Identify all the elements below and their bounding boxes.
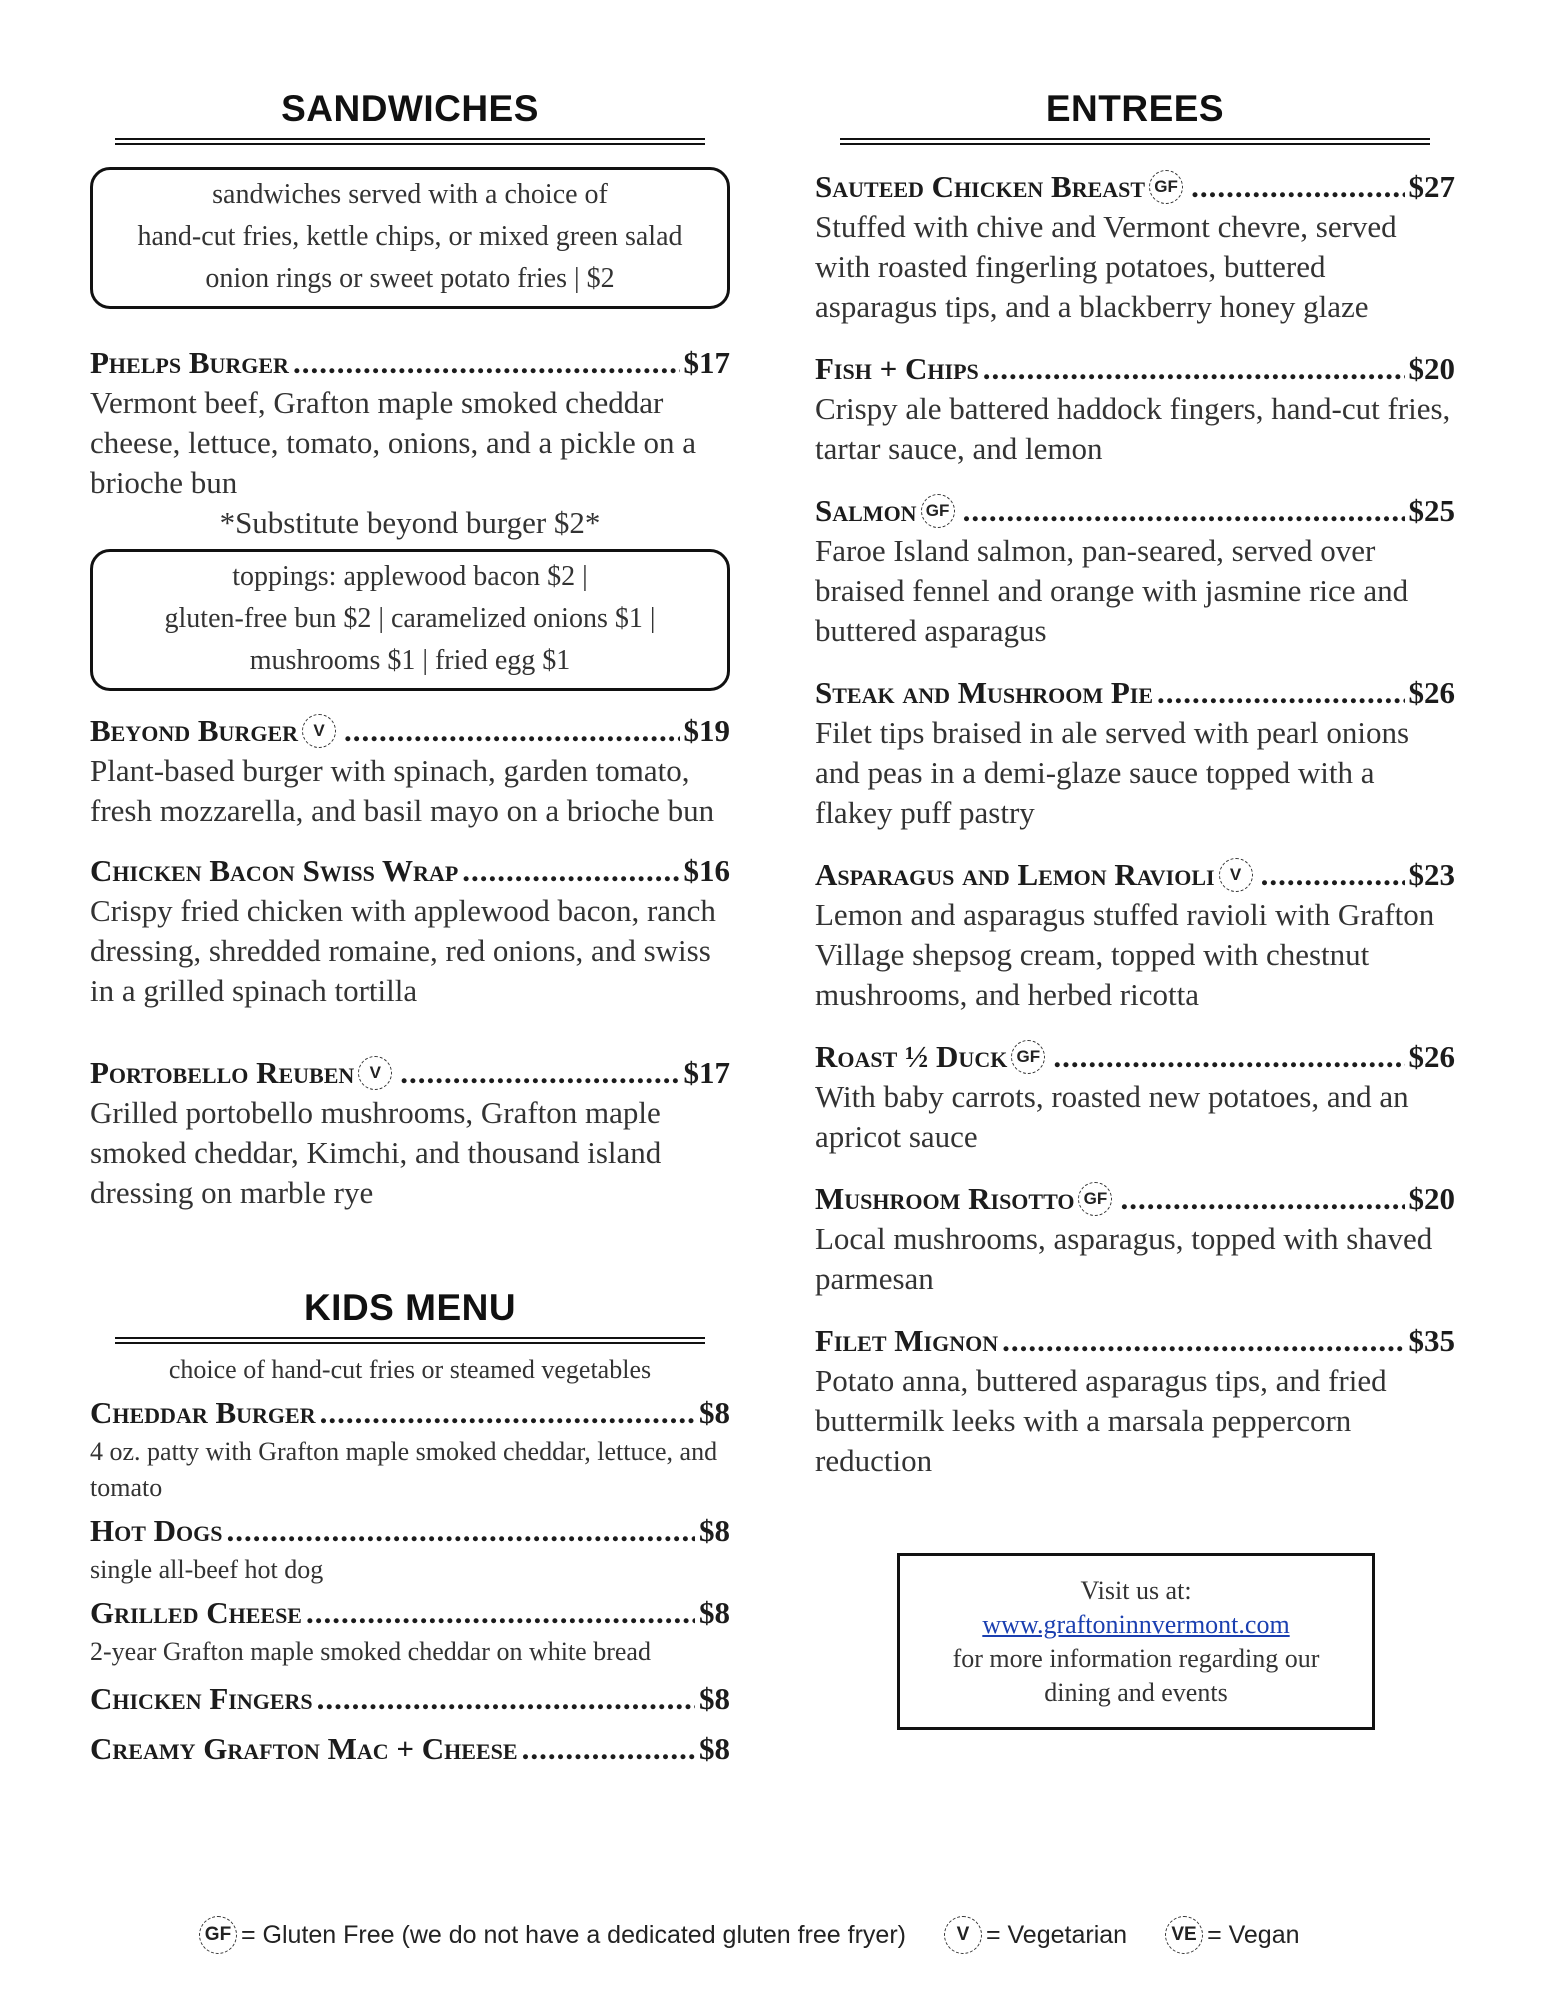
- item-price: $8: [699, 1681, 730, 1716]
- menu-item-sauteed-chicken-breast: [815, 167, 1455, 327]
- item-price: $25: [1408, 493, 1455, 528]
- item-name: Portobello Reuben V: [90, 1053, 396, 1093]
- menu-item-roast-half-duck: [815, 1037, 1455, 1157]
- item-description: With baby carrots, roasted new potatoes, and an apricot sauce: [815, 1079, 1409, 1154]
- vegan-icon: VE: [1165, 1916, 1203, 1954]
- item-description: Faroe Island salmon, pan-seared, served over braised fennel and orange with jasmine rice and buttered asparagus: [815, 533, 1409, 648]
- item-price: $26: [1408, 1039, 1455, 1074]
- dot-leader: [1261, 855, 1405, 895]
- vegetarian-icon: V: [358, 1056, 392, 1090]
- item-price: $8: [699, 1395, 730, 1430]
- item-price: $26: [1408, 675, 1455, 710]
- dot-leader: [462, 851, 679, 891]
- menu-item-phelps-burger: [90, 343, 730, 543]
- item-name: Filet Mignon: [815, 1323, 999, 1358]
- visit-line: dining and events: [1044, 1678, 1228, 1707]
- note-line: sandwiches served with a choice of: [212, 179, 608, 210]
- menu-item-salmon: [815, 491, 1455, 651]
- visit-line: Visit us at:: [1080, 1576, 1192, 1605]
- menu-item-filet-mignon: [815, 1321, 1455, 1481]
- menu-item-portobello-reuben: [90, 1053, 730, 1213]
- gluten-free-icon: GF: [199, 1916, 237, 1954]
- website-link[interactable]: www.graftoninnvermont.com: [982, 1610, 1290, 1639]
- dot-leader: [227, 1510, 696, 1552]
- dot-leader: [344, 711, 679, 751]
- item-description: Filet tips braised in ale served with pearl onions and peas in a demi-glaze sauce topped with a flakey puff pastry: [815, 715, 1410, 830]
- toppings-note-box: [90, 549, 730, 691]
- item-name: Chicken Bacon Swiss Wrap: [90, 853, 459, 888]
- menu-item-grilled-cheese: [90, 1592, 730, 1670]
- dot-leader: [1002, 1321, 1404, 1361]
- toppings-line: gluten-free bun $2 | caramelized onions $1 |: [164, 603, 656, 634]
- item-price: $20: [1408, 1181, 1455, 1216]
- item-description: Potato anna, buttered asparagus tips, and fried buttermilk leeks with a marsala peppercorn reduction: [815, 1363, 1387, 1478]
- title-rule: [115, 1337, 705, 1344]
- item-description: Lemon and asparagus stuffed ravioli with Grafton Village shepsog cream, topped with chestnut mushrooms, and herbed ricotta: [815, 897, 1435, 1012]
- item-name: Cheddar Burger: [90, 1395, 316, 1430]
- item-name: Phelps Burger: [90, 345, 289, 380]
- item-price: $27: [1408, 169, 1455, 204]
- item-description: single all-beef hot dog: [90, 1555, 324, 1584]
- title-rule: [840, 138, 1430, 145]
- item-description: Crispy ale battered haddock fingers, hand-cut fries, tartar sauce, and lemon: [815, 391, 1451, 466]
- menu-item-steak-and-mushroom-pie: [815, 673, 1455, 833]
- item-description: Plant-based burger with spinach, garden tomato, fresh mozzarella, and basil mayo on a brioche bun: [90, 753, 715, 828]
- dot-leader: [317, 1678, 695, 1720]
- left-column: [90, 88, 730, 1770]
- vegetarian-icon: V: [1219, 858, 1253, 892]
- sides-note-box: [90, 167, 730, 309]
- toppings-line: mushrooms $1 | fried egg $1: [249, 645, 571, 676]
- dietary-legend: [195, 1913, 1345, 1957]
- menu-item-mac-and-cheese: [90, 1728, 730, 1770]
- item-name: Mushroom Risotto GF: [815, 1179, 1116, 1219]
- item-price: $20: [1408, 351, 1455, 386]
- item-name: Creamy Grafton Mac + Cheese: [90, 1731, 518, 1766]
- substitute-note: *Substitute beyond burger $2*: [219, 505, 601, 540]
- menu-item-asparagus-lemon-ravioli: [815, 855, 1455, 1015]
- item-description: Stuffed with chive and Vermont chevre, served with roasted fingerling potatoes, buttered asparagus tips, and a blackberry honey glaze: [815, 209, 1397, 324]
- vegetarian-icon: V: [302, 714, 336, 748]
- dot-leader: [1157, 673, 1404, 713]
- item-name: Grilled Cheese: [90, 1595, 302, 1630]
- item-description: Local mushrooms, asparagus, topped with shaved parmesan: [815, 1221, 1433, 1296]
- item-name: Roast ½ Duck GF: [815, 1037, 1049, 1077]
- item-name: Hot Dogs: [90, 1513, 223, 1548]
- item-name: Beyond Burger V: [90, 711, 340, 751]
- item-name: Sauteed Chicken Breast GF: [815, 167, 1187, 207]
- menu-item-cheddar-burger: [90, 1392, 730, 1506]
- dot-leader: [1053, 1037, 1404, 1077]
- dot-leader: [522, 1728, 695, 1770]
- item-description: Vermont beef, Grafton maple smoked cheddar cheese, lettuce, tomato, onions, and a pickle on a brioche bun: [90, 385, 697, 500]
- toppings-line: toppings: applewood bacon $2 |: [232, 561, 588, 592]
- kids-menu-subtitle: choice of hand-cut fries or steamed vegetables: [168, 1355, 652, 1384]
- note-line: hand-cut fries, kettle chips, or mixed green salad: [137, 221, 683, 252]
- item-price: $17: [683, 345, 730, 380]
- item-name: Steak and Mushroom Pie: [815, 675, 1154, 710]
- item-price: $8: [699, 1731, 730, 1766]
- right-column: [815, 88, 1455, 1481]
- legend-vegetarian-text: = Vegetarian: [985, 1920, 1128, 1949]
- menu-item-chicken-bacon-swiss-wrap: [90, 851, 730, 1011]
- menu-item-beyond-burger: [90, 711, 730, 831]
- legend-gluten-free-text: = Gluten Free (we do not have a dedicated gluten free fryer): [241, 1920, 906, 1949]
- sandwiches-title: SANDWICHES: [281, 88, 539, 129]
- dot-leader: [400, 1053, 679, 1093]
- item-price: $8: [699, 1595, 730, 1630]
- legend-vegan-text: = Vegan: [1207, 1920, 1300, 1949]
- item-description: 4 oz. patty with Grafton maple smoked cheddar, lettuce, and tomato: [90, 1437, 718, 1502]
- title-rule: [115, 138, 705, 145]
- item-price: $8: [699, 1513, 730, 1548]
- item-description: Crispy fried chicken with applewood bacon, ranch dressing, shredded romaine, red onions, and swiss in a grilled spinach tortilla: [90, 893, 716, 1008]
- visit-line: for more information regarding our: [952, 1644, 1320, 1673]
- dot-leader: [1120, 1179, 1404, 1219]
- kids-menu-section: [90, 1287, 730, 1770]
- item-price: $17: [683, 1055, 730, 1090]
- dot-leader: [306, 1592, 695, 1634]
- item-price: $16: [683, 853, 730, 888]
- entrees-title: ENTREES: [1045, 88, 1225, 129]
- item-name: Salmon GF: [815, 491, 959, 531]
- menu-item-hot-dogs: [90, 1510, 730, 1588]
- dot-leader: [320, 1392, 695, 1434]
- vegetarian-icon: V: [944, 1916, 982, 1954]
- item-name: Fish + Chips: [815, 351, 979, 386]
- gluten-free-icon: GF: [921, 494, 955, 528]
- item-name: Chicken Fingers: [90, 1681, 313, 1716]
- gluten-free-icon: GF: [1078, 1182, 1112, 1216]
- dot-leader: [983, 349, 1405, 389]
- item-description: Grilled portobello mushrooms, Grafton maple smoked cheddar, Kimchi, and thousand island dressing on marble rye: [90, 1095, 662, 1210]
- item-name: Asparagus and Lemon Ravioli V: [815, 855, 1257, 895]
- gluten-free-icon: GF: [1149, 170, 1183, 204]
- gluten-free-icon: GF: [1011, 1040, 1045, 1074]
- kids-menu-title: KIDS MENU: [303, 1287, 517, 1328]
- item-description: 2-year Grafton maple smoked cheddar on white bread: [90, 1637, 651, 1666]
- item-price: $35: [1408, 1323, 1455, 1358]
- dot-leader: [293, 343, 680, 383]
- visit-info-box: [897, 1553, 1375, 1730]
- menu-item-chicken-fingers: [90, 1678, 730, 1720]
- dot-leader: [963, 491, 1405, 531]
- menu-item-mushroom-risotto: [815, 1179, 1455, 1299]
- note-line: onion rings or sweet potato fries | $2: [205, 263, 615, 294]
- item-price: $23: [1408, 857, 1455, 892]
- dot-leader: [1191, 167, 1404, 207]
- item-price: $19: [683, 713, 730, 748]
- menu-item-fish-and-chips: [815, 349, 1455, 469]
